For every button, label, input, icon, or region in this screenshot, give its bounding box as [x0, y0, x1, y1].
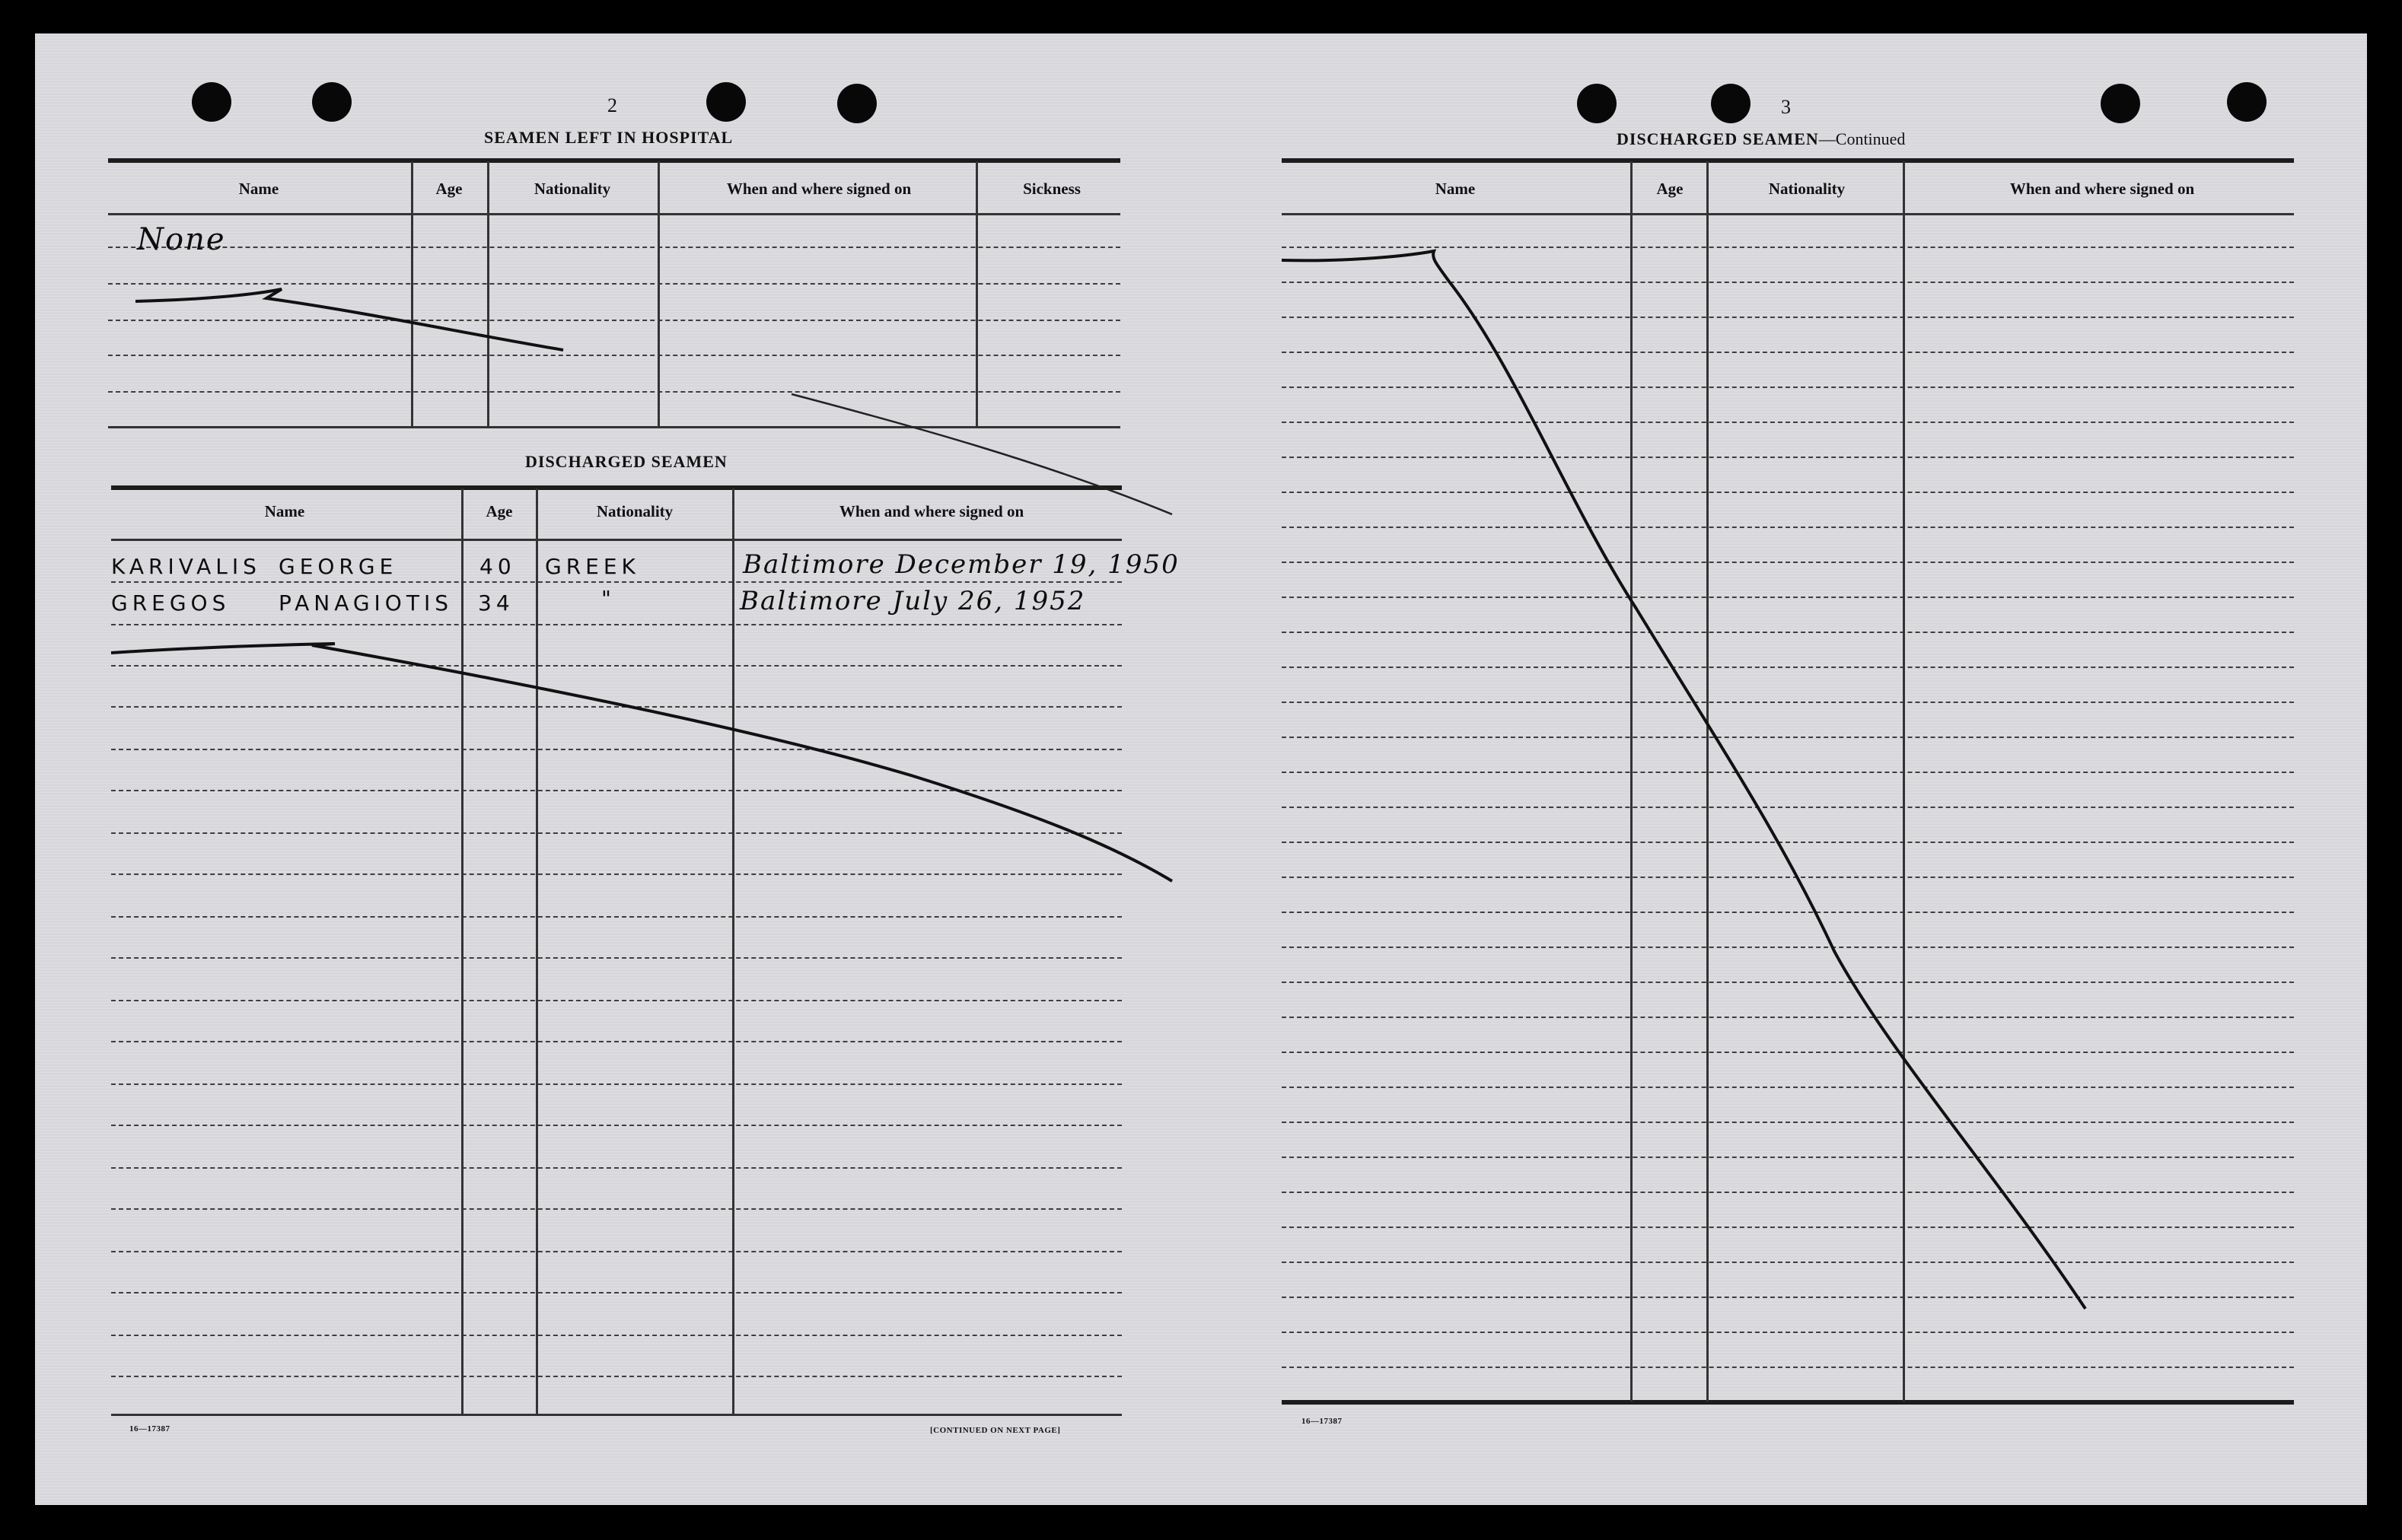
row-2-surname: GREGOS: [111, 590, 231, 616]
column-header-name: Name: [264, 502, 305, 520]
column-header-signed-on: When and where signed on: [839, 502, 1024, 520]
column-header-nationality: Nationality: [1768, 180, 1846, 198]
row-2-signed-on: Baltimore July 26, 1952: [740, 586, 1086, 616]
column-header-signed-on: When and where signed on: [726, 180, 912, 198]
handwritten-none-entry: None: [137, 222, 226, 257]
column-header-sickness: Sickness: [1023, 180, 1081, 198]
continued-note: [CONTINUED ON NEXT PAGE]: [930, 1426, 1061, 1435]
page-number-right: 3: [1781, 96, 1791, 118]
column-header-age: Age: [1656, 180, 1684, 198]
hospital-section-title: SEAMEN LEFT IN HOSPITAL: [484, 128, 734, 147]
row-2-age: 34: [478, 590, 514, 616]
row-2-nationality: ": [601, 586, 616, 611]
form-number-left: 16—17387: [129, 1424, 170, 1433]
row-1-signed-on: Baltimore December 19, 1950: [743, 549, 1180, 580]
column-header-age: Age: [486, 502, 513, 520]
discharged-continued-title-text: DISCHARGED SEAMEN: [1617, 129, 1819, 148]
page-number-left: 2: [607, 94, 617, 116]
column-header-age: Age: [435, 180, 463, 198]
continued-suffix: —Continued: [1818, 129, 1906, 148]
column-header-nationality: Nationality: [596, 502, 674, 520]
column-header-name: Name: [238, 180, 279, 198]
hospital-strike-tail: [792, 394, 1172, 514]
row-1-nationality: GREEK: [545, 554, 640, 579]
column-header-signed-on: When and where signed on: [2009, 180, 2195, 198]
column-header-nationality: Nationality: [534, 180, 611, 198]
discharged-strike-line: [111, 644, 1172, 881]
right-page-strike-line: [1282, 251, 2085, 1309]
column-header-name: Name: [1435, 180, 1476, 198]
discharged-section-title: DISCHARGED SEAMEN: [525, 452, 728, 471]
row-1-surname: KARIVALIS: [111, 554, 261, 579]
row-1-given-name: GEORGE: [279, 554, 398, 579]
row-1-age: 40: [479, 554, 516, 579]
row-2-given-name: PANAGIOTIS: [279, 590, 453, 616]
form-number-right: 16—17387: [1301, 1417, 1343, 1426]
hospital-strike-line: [135, 289, 563, 350]
